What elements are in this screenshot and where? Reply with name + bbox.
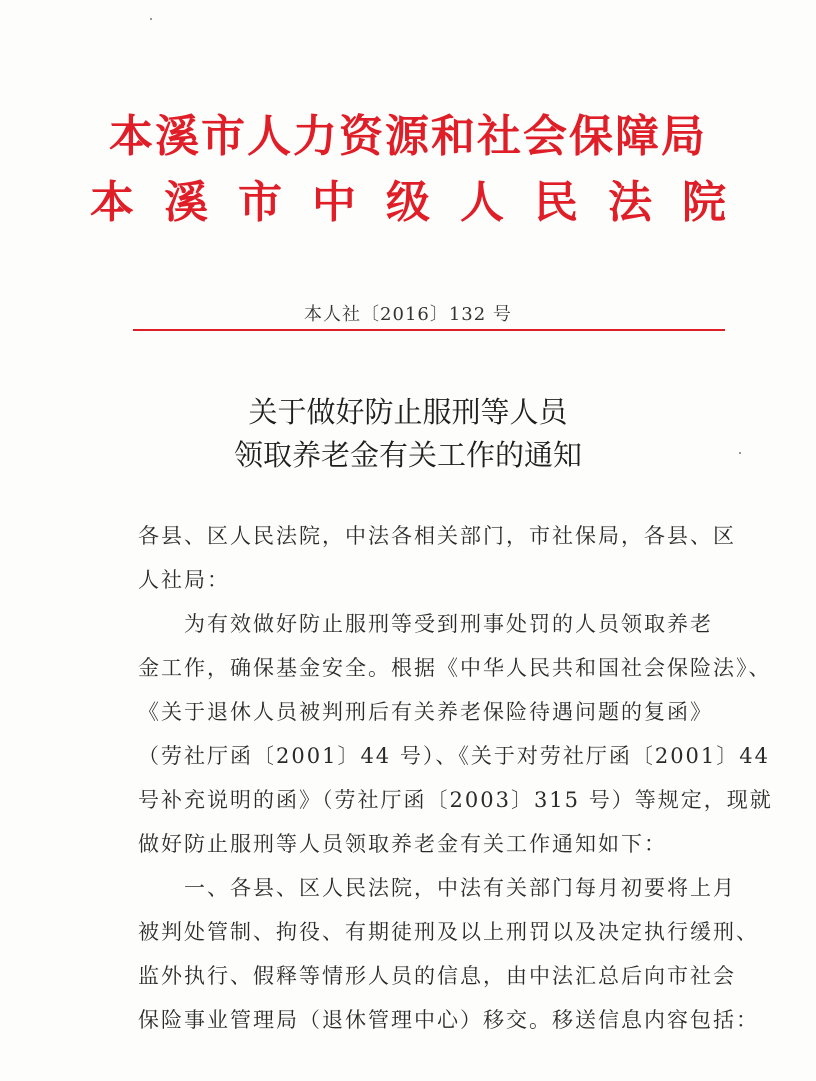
body-line: 为有效做好防止服刑等受到刑事处罚的人员领取养老	[138, 612, 713, 636]
body-line: 号补充说明的函》（劳社厅函〔2003〕315 号）等规定，现就	[138, 788, 773, 812]
body-line: 金工作，确保基金安全。根据《中华人民共和国社会保险法》、	[138, 656, 772, 680]
body-line: 被判处管制、拘役、有期徒刑及以上刑罚以及决定执行缓刑、	[138, 920, 759, 944]
body-line: 做好防止服刑等人员领取养老金有关工作通知如下：	[138, 832, 667, 856]
issuing-org-2: 本溪市中级人民法院	[90, 177, 756, 228]
body-line: 监外执行、假释等情形人员的信息，由中法汇总后向市社会	[138, 964, 736, 988]
issuing-org-1: 本溪市人力资源和社会保障局	[109, 111, 707, 162]
body-line: 人社局：	[138, 568, 230, 592]
body-line: （劳社厅函〔2001〕44 号）、《关于对劳社厅函〔2001〕44	[138, 744, 771, 768]
body-line: 《关于退休人员被判刑后有关养老保险待遇问题的复函》	[138, 700, 713, 724]
body-line: 保险事业管理局（退休管理中心）移交。移送信息内容包括：	[138, 1008, 759, 1032]
red-divider	[133, 329, 725, 331]
document-title-line-1: 关于做好防止服刑等人员	[248, 395, 568, 429]
body-line: 各县、区人民法院，中法各相关部门，市社保局，各县、区	[138, 524, 736, 548]
scan-speck	[150, 18, 152, 20]
body-line: 一、各县、区人民法院，中法有关部门每月初要将上月	[138, 876, 736, 900]
document-title-line-2: 领取养老金有关工作的通知	[233, 438, 582, 472]
document-number: 本人社〔2016〕132 号	[304, 304, 512, 325]
